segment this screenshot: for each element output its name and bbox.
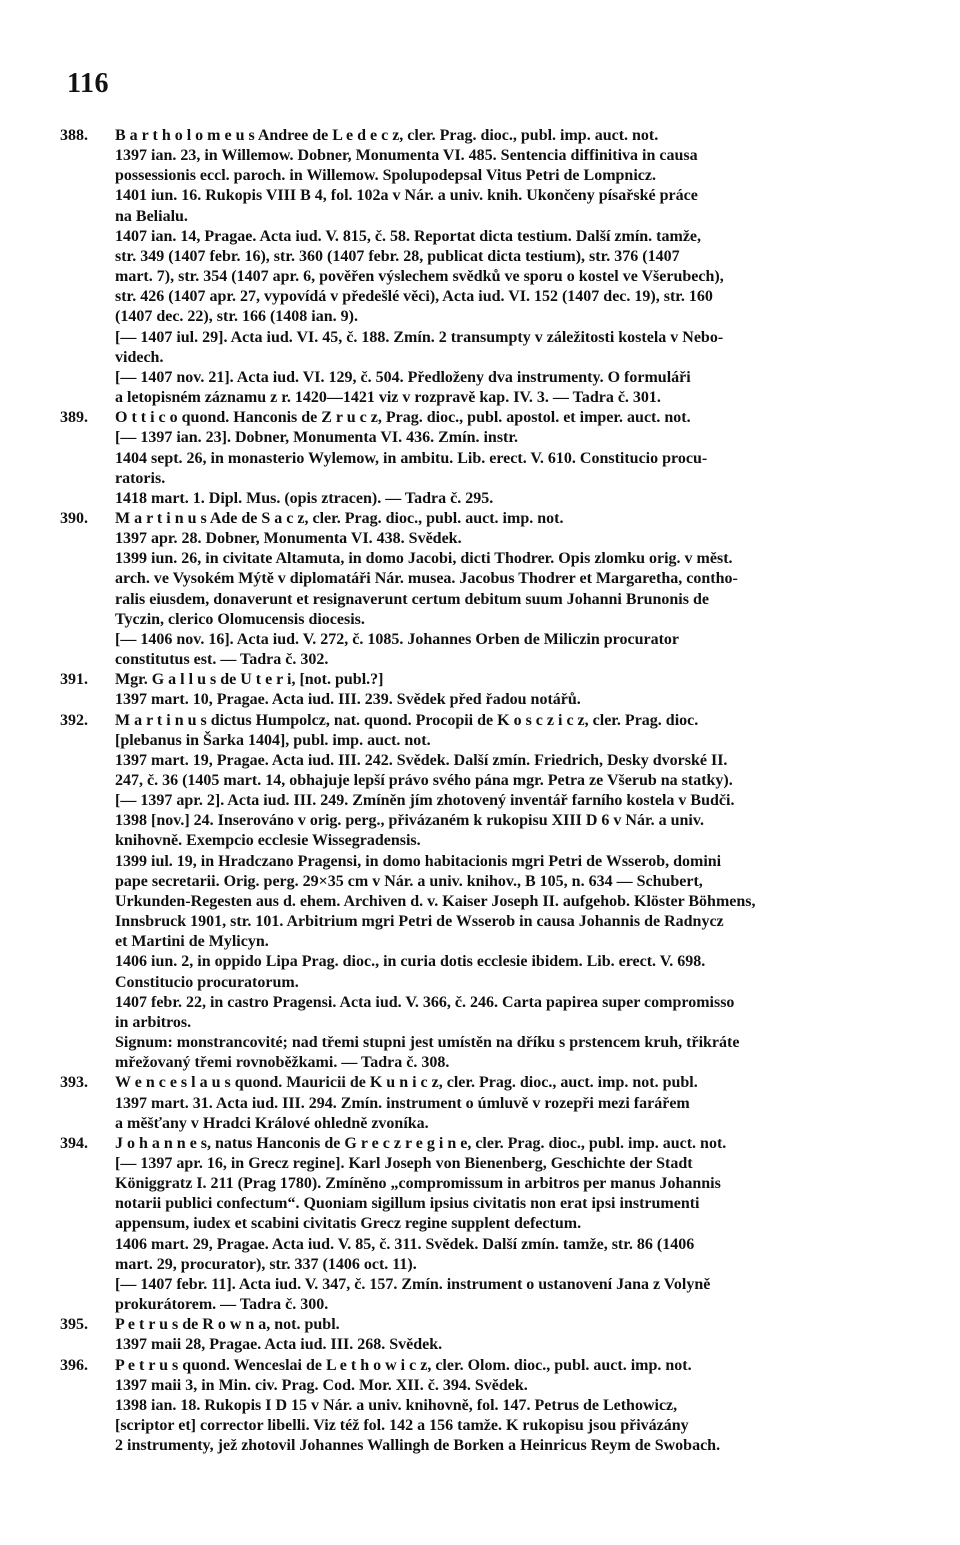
entry-line: knihovně. Exempcio ecclesie Wissegradensis. <box>115 832 421 850</box>
entry-line: 1407 febr. 22, in castro Pragensi. Acta iud. V. 366, č. 246. Carta papirea super compromisso <box>115 993 735 1011</box>
entry <box>60 408 905 509</box>
entry-number: 391. <box>60 671 88 689</box>
entry-line: 1407 ian. 14, Pragae. Acta iud. V. 815, č. 58. Reportat dicta testium. Další zmín. tamže, <box>115 227 702 245</box>
entry-line: [— 1407 nov. 21]. Acta iud. VI. 129, č. 504. Předloženy dva instrumenty. O formuláři <box>115 368 691 386</box>
entry-line: 1397 maii 28, Pragae. Acta iud. III. 268. Svědek. <box>115 1336 443 1354</box>
entry-line: possessionis eccl. paroch. in Willemow. Spolupodepsal Vitus Petri de Lompnicz. <box>115 167 656 185</box>
entry-line: ratoris. <box>115 469 166 487</box>
entry-line: a měšťany v Hradci Králové ohledně zvoníka. <box>115 1114 429 1132</box>
entry-line: [— 1397 apr. 16, in Grecz regine]. Karl Joseph von Bienenberg, Geschichte der Stadt <box>115 1154 693 1172</box>
entry-line: Signum: monstrancovité; nad třemi stupni jest umístěn na dříku s prstencem kruh, třikráte <box>115 1034 740 1052</box>
entry-line: 1399 iul. 19, in Hradczano Pragensi, in domo habitacionis mgri Petri de Wsserob, domini <box>115 852 722 870</box>
entry-line: 1404 sept. 26, in monasterio Wylemow, in ambitu. Lib. erect. V. 610. Constitucio procu- <box>115 449 708 467</box>
entry-line: (1407 dec. 22), str. 166 (1408 ian. 9). <box>115 308 358 326</box>
entry-line: 1397 mart. 19, Pragae. Acta iud. III. 242. Svědek. Další zmín. Friedrich, Desky dvorské II. <box>115 751 728 769</box>
entry-line: P e t r u s quond. Wenceslai de L e t h o w i c z, cler. Olom. dioc., publ. auct. imp. not. <box>115 1356 692 1374</box>
entry-line: 1397 ian. 23, in Willemow. Dobner, Monumenta VI. 485. Sentencia diffinitiva in causa <box>115 147 698 165</box>
entry-line: [— 1397 ian. 23]. Dobner, Monumenta VI. 436. Zmín. instr. <box>115 429 519 447</box>
entry-line: ralis eiusdem, donaverunt et resignaverunt certum debitum suum Johanni Brunonis de <box>115 590 709 608</box>
entry-line: Mgr. G a l l u s de U t e r i, [not. publ.?] <box>115 671 384 689</box>
entry-line: [— 1406 nov. 16]. Acta iud. V. 272, č. 1085. Johannes Orben de Miliczin procurator <box>115 630 680 648</box>
entry <box>60 711 905 1074</box>
entry-list <box>60 126 905 1456</box>
entry <box>60 1134 905 1315</box>
entry-line: [— 1407 iul. 29]. Acta iud. VI. 45, č. 188. Zmín. 2 transumpty v záležitosti kostela v Nebo- <box>115 328 724 346</box>
entry-line: na Belialu. <box>115 207 188 225</box>
entry-line: Tyczin, clerico Olomucensis diocesis. <box>115 610 365 628</box>
entry-line: 1397 maii 3, in Min. civ. Prag. Cod. Mor. XII. č. 394. Svědek. <box>115 1376 528 1394</box>
entry <box>60 509 905 670</box>
page-number: 116 <box>67 68 109 99</box>
entry-line: 1399 iun. 26, in civitate Altamuta, in domo Jacobi, dicti Thodrer. Opis zlomku orig. v měst. <box>115 550 733 568</box>
entry-line: pape secretarii. Orig. perg. 29×35 cm v Nár. a univ. knihov., B 105, n. 634 — Schubert, <box>115 872 703 890</box>
entry-number: 394. <box>60 1134 88 1152</box>
entry <box>60 1073 905 1133</box>
entry-line: arch. ve Vysokém Mýtě v diplomatáři Nár. musea. Jacobus Thodrer et Margaretha, contho- <box>115 570 738 588</box>
entry-line: mřežovaný třemi rovnoběžkami. — Tadra č. 308. <box>115 1054 450 1072</box>
entry-line: B a r t h o l o m e u s Andree de L e d e c z, cler. Prag. dioc., publ. imp. auct. not. <box>115 127 659 144</box>
entry <box>60 1315 905 1355</box>
entry <box>60 670 905 710</box>
entry-line: M a r t i n u s Ade de S a c z, cler. Prag. dioc., publ. auct. imp. not. <box>115 509 564 527</box>
entry-line: [scriptor et] corrector libelli. Viz též fol. 142 a 156 tamže. K rukopisu jsou přivázány <box>115 1417 689 1434</box>
entry-line: 247, č. 36 (1405 mart. 14, obhajuje lepší právo svého pána mgr. Petra ze Všerub na statky). <box>115 772 733 789</box>
entry-line: Königgratz I. 211 (Prag 1780). Zmíněno „compromissum in arbitros per manus Johannis <box>115 1175 721 1193</box>
entry-line: M a r t i n u s dictus Humpolcz, nat. quond. Procopii de K o s c z i c z, cler. Prag. dioc. <box>115 711 699 729</box>
entry-line: in arbitros. <box>115 1013 192 1031</box>
entry-line: W e n c e s l a u s quond. Mauricii de K u n i c z, cler. Prag. dioc., auct. imp. not. publ. <box>115 1074 698 1092</box>
entry-line: str. 349 (1407 febr. 16), str. 360 (1407 febr. 28, publicat dicta testium), str. 376 (1407 <box>115 247 680 265</box>
entry-number: 389. <box>60 409 88 427</box>
entry-line: mart. 29, procurator), str. 337 (1406 oct. 11). <box>115 1255 417 1273</box>
entry-line: 1401 iun. 16. Rukopis VIII B 4, fol. 102a v Nár. a univ. knih. Ukončeny písařské práce <box>115 187 698 205</box>
entry-line: [plebanus in Šarka 1404], publ. imp. auct. not. <box>115 731 431 749</box>
entry-line: constitutus est. — Tadra č. 302. <box>115 651 329 669</box>
entry-number: 392. <box>60 711 88 729</box>
entry-number: 388. <box>60 127 88 144</box>
entry-line: Constitucio procuratorum. <box>115 973 299 991</box>
entry-line: str. 426 (1407 apr. 27, vypovídá v předešlé věci), Acta iud. VI. 152 (1407 dec. 19), str. 160 <box>115 288 713 306</box>
entry-line: notarii publici confectum“. Quoniam sigillum ipsius civitatis non erat ipsi instrumenti <box>115 1195 700 1213</box>
entry-line: mart. 7), str. 354 (1407 apr. 6, pověřen výslechem svědků ve sporu o kostel ve Všerubech), <box>115 268 724 286</box>
entry-line: 1398 [nov.] 24. Inserováno v orig. perg., přivázaném k rukopisu XIII D 6 v Nár. a univ. <box>115 812 704 830</box>
entry-number: 390. <box>60 509 88 527</box>
entry-line: et Martini de Mylicyn. <box>115 933 269 951</box>
entry-number: 395. <box>60 1316 88 1334</box>
entry-line: [— 1407 febr. 11]. Acta iud. V. 347, č. 157. Zmín. instrument o ustanovení Jana z Volyně <box>115 1275 711 1293</box>
entry-line: videch. <box>115 348 164 366</box>
entry-line: 1397 apr. 28. Dobner, Monumenta VI. 438. Svědek. <box>115 530 462 548</box>
entry-line: 1406 mart. 29, Pragae. Acta iud. V. 85, č. 311. Svědek. Další zmín. tamže, str. 86 (1406 <box>115 1235 695 1253</box>
entry-line: 2 instrumenty, jež zhotovil Johannes Wallingh de Borken a Heinricus Reym de Swobach. <box>115 1437 721 1455</box>
entry-line: O t t i c o quond. Hanconis de Z r u c z, Prag. dioc., publ. apostol. et imper. auct. not. <box>115 409 691 427</box>
entry-line: 1397 mart. 10, Pragae. Acta iud. III. 239. Svědek před řadou notářů. <box>115 691 581 709</box>
entry-number: 393. <box>60 1074 88 1092</box>
entry-line: 1398 ian. 18. Rukopis I D 15 v Nár. a univ. knihovně, fol. 147. Petrus de Lethowicz, <box>115 1396 678 1414</box>
entry-line: a letopisném záznamu z r. 1420—1421 viz v rozpravě kap. IV. 3. — Tadra č. 301. <box>115 389 661 407</box>
entry-number: 396. <box>60 1356 88 1374</box>
entry-line: Innsbruck 1901, str. 101. Arbitrium mgri Petri de Wsserob in causa Johannis de Radnycz <box>115 913 724 931</box>
entry <box>60 126 905 408</box>
entry-line: Urkunden-Regesten aus d. ehem. Archiven d. v. Kaiser Joseph II. aufgehob. Klöster Böhmens, <box>115 892 756 910</box>
entry-line: 1406 iun. 2, in oppido Lipa Prag. dioc., in curia dotis ecclesie ibidem. Lib. erect. V. 698. <box>115 953 706 971</box>
entry-line: prokurátorem. — Tadra č. 300. <box>115 1296 329 1314</box>
entry-line: appensum, iudex et scabini civitatis Grecz regine supplent defectum. <box>115 1215 582 1233</box>
entry-line: 1418 mart. 1. Dipl. Mus. (opis ztracen). — Tadra č. 295. <box>115 489 494 507</box>
entry <box>60 1356 905 1457</box>
entry-line: 1397 mart. 31. Acta iud. III. 294. Zmín. instrument o úmluvě v rozepři mezi farářem <box>115 1094 690 1112</box>
entry-line: P e t r u s de R o w n a, not. publ. <box>115 1316 340 1334</box>
entry-line: [— 1397 apr. 2]. Acta iud. III. 249. Zmíněn jím zhotovený inventář farního kostela v Budči. <box>115 792 735 810</box>
entry-line: J o h a n n e s, natus Hanconis de G r e c z r e g i n e, cler. Prag. dioc., publ. imp. auct. not. <box>115 1134 727 1152</box>
